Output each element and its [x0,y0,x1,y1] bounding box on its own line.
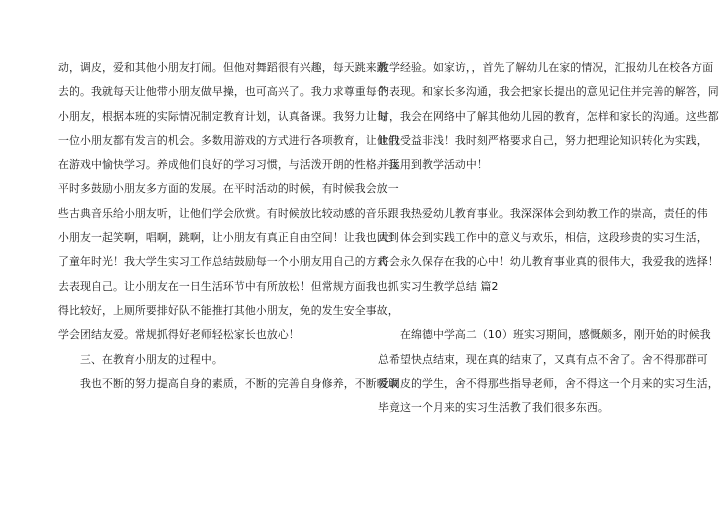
text-line: 动，调皮，爱和其他小朋友打闹。但他对舞蹈很有兴趣，每天跳来跳 [58,61,388,74]
text-line: 让我受益非浅！我时刻严格要求自己，努力把理论知识转化为实践， [378,133,708,147]
text-line: 教学经验。如家访，，首先了解幼儿在家的情况，汇报幼儿在校各方面 [378,61,714,74]
right-column [378,56,719,420]
text-line: 总希望快点结束，现在真的结束了，又真有点不舍了。舍不得那群可 [378,352,708,366]
section-heading: 三、在教育小朋友的过程中。 [58,352,223,366]
text-line: 小朋友一起笑啊，唱啊，跳啊，让小朋友有真正自由空间！让我也回到 [58,231,399,245]
text-line: 在绵德中学高二（10）班实习期间，感慨颇多，刚开始的时候我 [378,328,711,342]
text-line: 去的。我就每天让他带小朋友做早操，也可高兴了。我力求尊重每个 [58,85,388,99]
text-line: 我也不断的努力提高自身的素质，不断的完善自身修养，不断吸取 [58,376,399,390]
text-line: 得比较好，上厕所要排好队不能推打其他小朋友，免的发生安全事故， [58,303,399,317]
text-line: 将会永久保存在我的心中！幼儿教育事业真的很伟大，我爱我的选择！ [378,255,719,269]
text-line: 毕竟这一个月来的实习生活教了我们很多东西。 [378,401,609,415]
text-line: 一位小朋友都有发言的机会。多数用游戏的方式进行各项教育，让他们 [58,133,399,147]
text-line: 时，我会在网络中了解其他幼儿园的教育，怎样和家长的沟通。这些都 [378,109,719,123]
section-heading: 实习生教学总结 篇2 [378,279,499,293]
left-column [58,56,399,396]
text-line: 并运用到教学活动中！ [378,158,488,172]
text-line: 我热爱幼儿教育事业。我深深体会到幼教工作的崇高，责任的伟 [378,206,708,220]
text-line: 小朋友，根据本班的实际情况制定教育计划，认真备课。我努力让每 [58,109,388,123]
text-line: 去表现自己。让小朋友在一日生活环节中有所放松！但常规方面我也抓 [58,279,399,293]
text-line: 的表现。和家长多沟通，我会把家长提出的意见记住并完善的解答，同 [378,85,719,99]
text-line: 在游戏中愉快学习。养成他们良好的学习习惯，与活泼开朗的性格。我 [58,158,399,172]
paragraph-gap [378,177,678,201]
text-line: 大！体会到实践工作中的意义与欢乐，相信，这段珍贵的实习生活， [378,231,708,245]
text-line: 些古典音乐给小朋友听，让他们学会欣赏。有时候放比较动感的音乐跟 [58,206,399,220]
text-line: 爱调皮的学生，舍不得那些指导老师，舍不得这一个月来的实习生活， [378,376,719,390]
paragraph-gap [378,299,678,323]
text-line: 平时多鼓励小朋友多方面的发展。在平时活动的时候，有时候我会放一 [58,182,399,196]
text-line: 学会团结友爱。常规抓得好老师轻松家长也放心！ [58,328,300,342]
text-line: 了童年时光！我大学生实习工作总结鼓励每一个小朋友用自己的方式 [58,255,388,269]
